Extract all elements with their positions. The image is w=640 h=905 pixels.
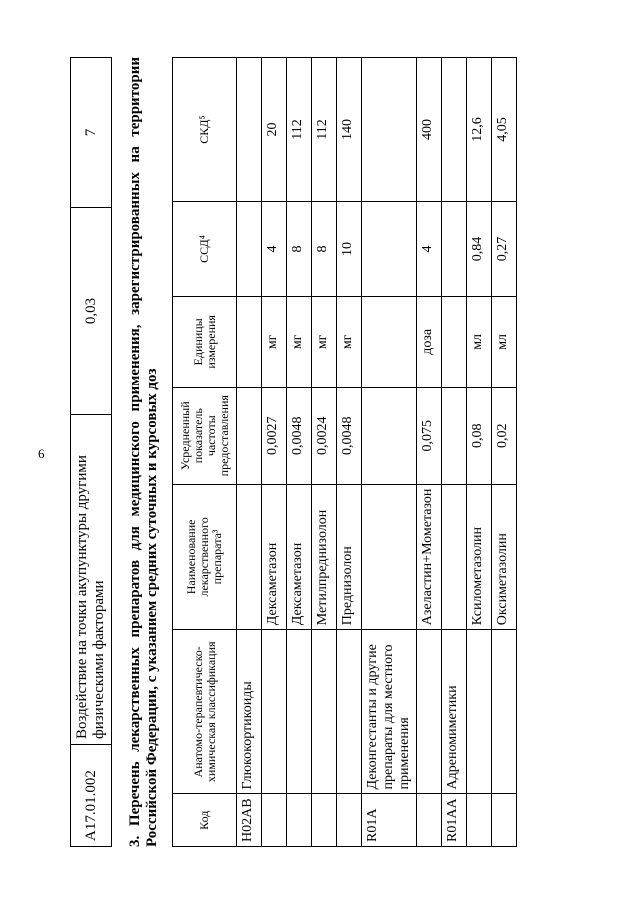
cell-atc — [337, 630, 362, 794]
cell-ssd — [237, 202, 262, 297]
table-row — [467, 58, 492, 847]
cell-drug: Дексаметазон — [262, 484, 287, 630]
table-row — [442, 58, 467, 847]
procedure-frequency: 0,03 — [71, 208, 112, 415]
table-row — [237, 58, 262, 847]
cell-atc — [417, 630, 442, 794]
cell-unit: мг — [337, 296, 362, 387]
cell-skd: 20 — [262, 58, 287, 202]
cell-ssd: 4 — [262, 202, 287, 297]
cell-unit: мл — [492, 296, 517, 387]
cell-ssd: 0,84 — [467, 202, 492, 297]
procedure-code: A17.01.002 — [71, 745, 112, 847]
cell-avg: 0,075 — [417, 387, 442, 484]
cell-unit: мг — [287, 296, 312, 387]
cell-ssd: 10 — [337, 202, 362, 297]
cell-atc: Глюкокортикоиды — [237, 630, 262, 794]
cell-atc: Деконгестанты и другие препараты для местного применения — [362, 630, 417, 794]
cell-avg: 0,0024 — [312, 387, 337, 484]
cell-drug: Дексаметазон — [287, 484, 312, 630]
cell-skd — [362, 58, 417, 202]
drug-table — [172, 57, 517, 847]
cell-unit: мг — [262, 296, 287, 387]
section-title — [127, 57, 161, 847]
header-code: Код — [173, 794, 237, 847]
table-row — [417, 58, 442, 847]
procedure-multiplicity: 7 — [71, 58, 112, 208]
cell-code — [417, 794, 442, 847]
table-row — [312, 58, 337, 847]
cell-drug — [237, 484, 262, 630]
table-header-row — [173, 58, 237, 847]
cell-atc: Адреномиметики — [442, 630, 467, 794]
cell-atc — [492, 630, 517, 794]
procedure-table — [70, 57, 112, 847]
cell-drug — [362, 484, 417, 630]
cell-drug: Ксилометазолин — [467, 484, 492, 630]
cell-code — [467, 794, 492, 847]
cell-ssd: 8 — [287, 202, 312, 297]
cell-unit — [362, 296, 417, 387]
cell-avg: 0,0048 — [337, 387, 362, 484]
cell-unit: мг — [312, 296, 337, 387]
cell-avg: 0,0048 — [287, 387, 312, 484]
table-row — [362, 58, 417, 847]
cell-atc — [262, 630, 287, 794]
header-ssd: ССД⁴ — [173, 202, 237, 297]
cell-code: H02AB — [237, 794, 262, 847]
cell-ssd: 0,27 — [492, 202, 517, 297]
header-avg: Усредненный показатель частоты предоставления — [173, 387, 237, 484]
header-skd: СКД⁵ — [173, 58, 237, 202]
cell-avg — [362, 387, 417, 484]
section-title-line1: 3. Перечень лекарственных препаратов для медицинского применения, зарегистрированных на территории — [127, 57, 143, 847]
cell-unit — [442, 296, 467, 387]
cell-avg: 0,0027 — [262, 387, 287, 484]
header-unit: Единицы измерения — [173, 296, 237, 387]
cell-code — [337, 794, 362, 847]
cell-drug — [442, 484, 467, 630]
cell-code: R01AA — [442, 794, 467, 847]
table-row — [71, 58, 112, 847]
cell-atc — [312, 630, 337, 794]
cell-unit: доза — [417, 296, 442, 387]
cell-atc — [467, 630, 492, 794]
cell-code: R01A — [362, 794, 417, 847]
table-row — [262, 58, 287, 847]
cell-skd: 400 — [417, 58, 442, 202]
section-title-line2: Российской Федерации, с указанием средних суточных и курсовых доз — [144, 368, 160, 847]
procedure-name: Воздействие на точки акупунктуры другими физическими факторами — [71, 415, 112, 745]
cell-code — [287, 794, 312, 847]
cell-avg — [442, 387, 467, 484]
cell-skd: 140 — [337, 58, 362, 202]
cell-skd: 112 — [287, 58, 312, 202]
cell-ssd: 4 — [417, 202, 442, 297]
cell-avg: 0,02 — [492, 387, 517, 484]
cell-code — [262, 794, 287, 847]
cell-code — [312, 794, 337, 847]
header-drug: Наименование лекарственного препарата³ — [173, 484, 237, 630]
cell-skd: 4,05 — [492, 58, 517, 202]
cell-drug: Азеластин+Мометазон — [417, 484, 442, 630]
cell-drug: Оксиметазолин — [492, 484, 517, 630]
cell-avg — [237, 387, 262, 484]
cell-ssd — [442, 202, 467, 297]
table-row — [492, 58, 517, 847]
cell-ssd — [362, 202, 417, 297]
cell-atc — [287, 630, 312, 794]
cell-ssd: 8 — [312, 202, 337, 297]
table-row — [337, 58, 362, 847]
cell-skd: 12,6 — [467, 58, 492, 202]
cell-avg: 0,08 — [467, 387, 492, 484]
cell-unit — [237, 296, 262, 387]
cell-skd — [237, 58, 262, 202]
cell-skd: 112 — [312, 58, 337, 202]
cell-code — [492, 794, 517, 847]
cell-drug: Преднизолон — [337, 484, 362, 630]
cell-unit: мл — [467, 296, 492, 387]
table-row — [287, 58, 312, 847]
page-number: 6 — [38, 446, 45, 461]
header-atc: Анатомо-терапевтическо-химическая классификация — [173, 630, 237, 794]
cell-skd — [442, 58, 467, 202]
cell-drug: Метилпреднизолон — [312, 484, 337, 630]
